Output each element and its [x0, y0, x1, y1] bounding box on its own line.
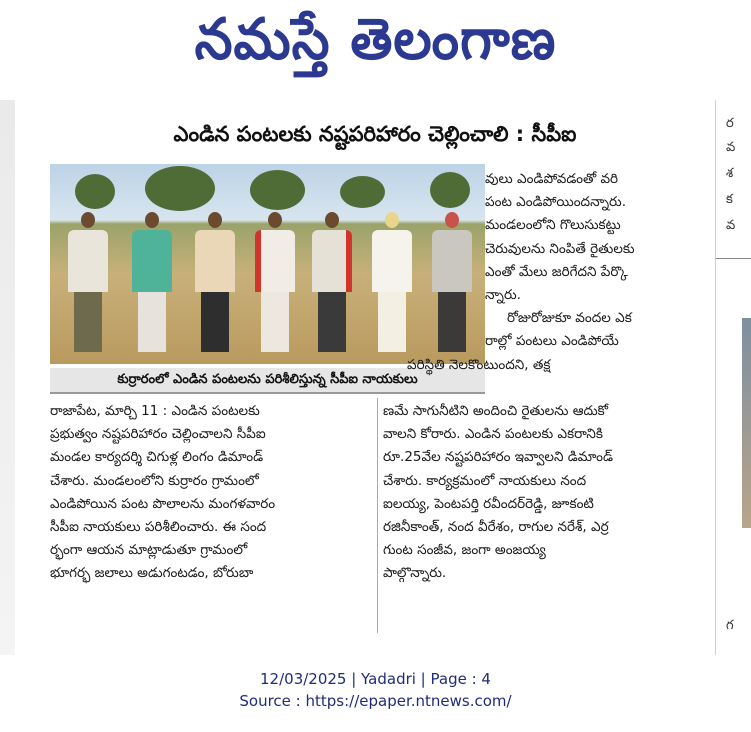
- article-line: వాలని కోరారు. ఎండిన పంటలకు ఎకరానికి: [383, 426, 603, 443]
- article-line: పంట ఎండిపోయిందన్నారు.: [485, 194, 627, 211]
- article-line: మండల కార్యదర్శి చిగుళ్ల లింగం డిమాండ్: [50, 449, 264, 466]
- article-line: రాల్లో పంటలు ఎండిపోయే: [485, 333, 619, 350]
- article-line: ణమే సాగునీటిని అందించి రైతులను ఆదుకో: [383, 403, 609, 419]
- article-line: సీపీఐ నాయకులు పరిశీలించారు. ఈ సంద: [50, 519, 267, 536]
- source-footer: [0, 668, 751, 712]
- edge-fragment: వ: [726, 140, 736, 155]
- masthead: [0, 0, 751, 90]
- edge-photo: [742, 318, 751, 528]
- article-line: రాజాపేట, మార్చి 11 : ఎండిన పంటలకు: [50, 403, 260, 419]
- article-bottom-right-column: [383, 400, 698, 586]
- article-line: పరిస్థితి నెలకొంటుందని, తక్ష: [407, 356, 551, 373]
- edge-fragment: క: [726, 192, 733, 207]
- article-line: మండలంలోని గొలుసుకట్టు: [485, 217, 621, 234]
- article-line: చేశారు. మండలంలోని కుర్రారం గ్రామంలో: [50, 472, 259, 489]
- edge-fragment: ర: [726, 116, 734, 131]
- neighbor-column-right: [715, 100, 751, 655]
- article-line: రోజురోజుకూ వందల ఎక: [507, 310, 632, 327]
- article-line: గుంట సంజీవ, జంగా అంజయ్య: [383, 542, 546, 559]
- article-line: భూగర్భ జలాలు అడుగంటడం, బోరుబా: [50, 565, 254, 582]
- article-line: రూ.25వేల నష్టపరిహారం ఇవ్వాలని డిమాండ్: [383, 449, 614, 466]
- article-headline: ఎండిన పంటలకు నష్టపరిహారం చెల్లించాలి : సీపీఐ: [173, 122, 577, 146]
- article-line: ఐలయ్య, పెంటపర్తి రవీందర్‌రెడ్డి, జూకంటి: [383, 495, 594, 512]
- article-line: ఎండిపోయిన పంట పొలాలను మంగళవారం: [50, 495, 276, 512]
- masthead-title: నమస్తే తెలంగాణ: [194, 6, 557, 73]
- edge-fragment: శ: [726, 166, 734, 181]
- edge-fragment: వ: [726, 218, 736, 233]
- column-divider: [377, 398, 378, 633]
- article-line: పాల్గొన్నారు.: [383, 565, 447, 582]
- article-bottom-left-column: [50, 400, 375, 586]
- article-line: చేశారు. కార్యక్రమంలో నాయకులు నంద: [383, 472, 587, 489]
- article-line: ర్భంగా ఆయన మాట్లాడుతూ గ్రామంలో: [50, 542, 248, 559]
- article-line: ఎంతో మేలు జరిగేదని పేర్కొ: [485, 263, 628, 280]
- article-line: వులు ఎండిపోవడంతో వరి: [485, 171, 619, 187]
- article-line: ప్రభుత్వం నష్టపరిహారం చెల్లించాలని సీపీఐ: [50, 426, 266, 443]
- article-line: రజినీకాంత్, నంద వీరేశం, రాగుల నరేశ్, ఎర్ర: [383, 519, 609, 536]
- article-line: న్నారు.: [485, 287, 521, 304]
- footer-source: Source : https://epaper.ntnews.com/: [239, 692, 512, 710]
- footer-date-edition: 12/03/2025 | Yadadri | Page : 4: [260, 670, 491, 688]
- edge-rule: [716, 258, 751, 259]
- article-line: చెరువులను నింపితే రైతులకు: [485, 240, 635, 257]
- photo-caption: కుర్రారంలో ఎండిన పంటలను పరిశీలిస్తున్న సీపీఐ నాయకులు: [50, 368, 485, 394]
- article-right-column: [407, 168, 700, 377]
- neighbor-column-left: [0, 100, 16, 655]
- edge-fragment: గ: [726, 618, 734, 633]
- news-clipping: [15, 100, 715, 655]
